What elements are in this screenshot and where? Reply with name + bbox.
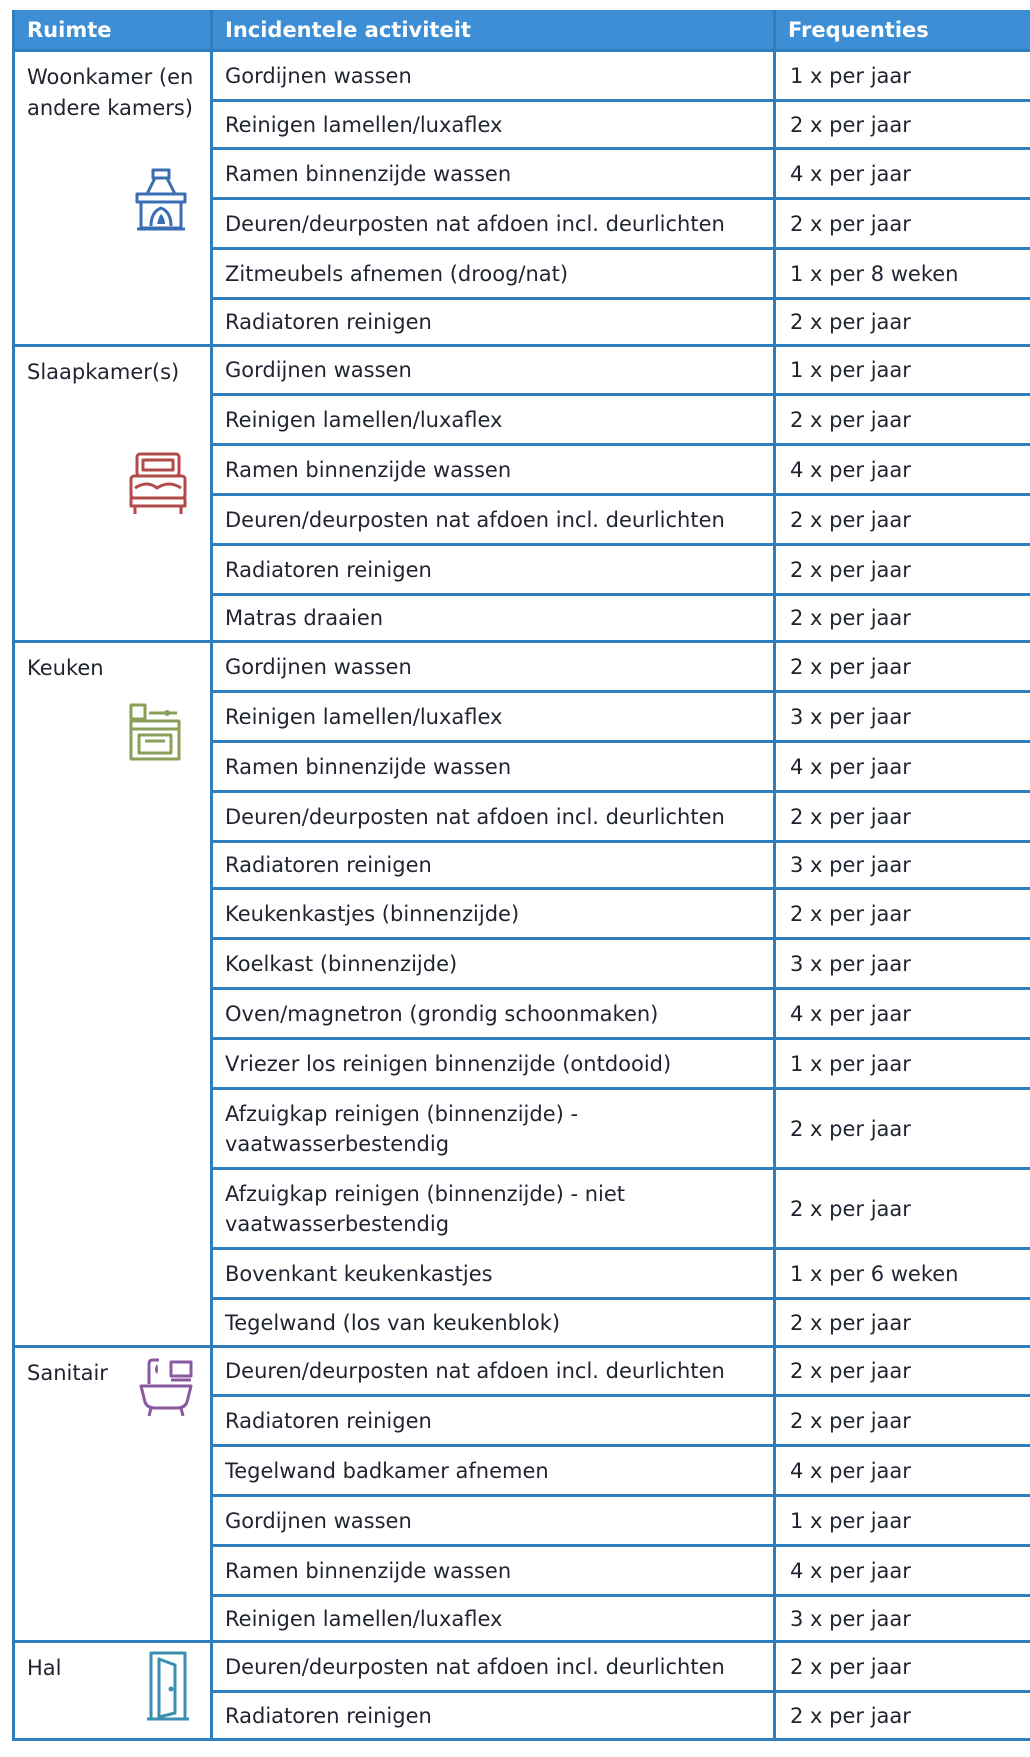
- room-name: Sanitair: [27, 1361, 108, 1385]
- frequency-cell: 2 x per jaar: [775, 199, 1030, 249]
- table-row: [14, 1347, 1030, 1396]
- door-icon: [145, 1651, 191, 1723]
- room-cell: [14, 51, 212, 346]
- activity-cell: Radiatoren reinigen: [212, 842, 775, 889]
- bath-icon: [137, 1356, 195, 1418]
- frequency-cell: 1 x per 8 weken: [775, 249, 1030, 299]
- frequency-cell: 4 x per jaar: [775, 1546, 1030, 1596]
- table-header-row: [14, 10, 1030, 51]
- frequency-cell: 2 x per jaar: [775, 395, 1030, 445]
- frequency-cell: 2 x per jaar: [775, 545, 1030, 595]
- frequency-cell: 2 x per jaar: [775, 792, 1030, 842]
- frequency-cell: 4 x per jaar: [775, 742, 1030, 792]
- activity-cell: Keukenkastjes (binnenzijde): [212, 889, 775, 939]
- stove-icon: [127, 703, 183, 761]
- frequency-cell: 2 x per jaar: [775, 1642, 1030, 1692]
- room-name: Slaapkamer(s): [27, 360, 180, 384]
- activity-cell: Bovenkant keukenkastjes: [212, 1249, 775, 1299]
- bed-icon: [127, 450, 189, 516]
- activity-cell: Radiatoren reinigen: [212, 299, 775, 346]
- activity-cell: Tegelwand (los van keukenblok): [212, 1299, 775, 1347]
- activity-cell: Gordijnen wassen: [212, 1496, 775, 1546]
- activity-cell: Matras draaien: [212, 595, 775, 642]
- frequency-cell: 2 x per jaar: [775, 299, 1030, 346]
- fireplace-icon: [133, 168, 189, 232]
- frequency-cell: 1 x per jaar: [775, 1039, 1030, 1089]
- frequency-cell: 2 x per jaar: [775, 1299, 1030, 1347]
- frequency-cell: 4 x per jaar: [775, 149, 1030, 199]
- activity-cell: Deuren/deurposten nat afdoen incl. deurlichten: [212, 495, 775, 545]
- room-cell: [14, 1347, 212, 1642]
- frequency-cell: 2 x per jaar: [775, 101, 1030, 149]
- frequency-cell: 1 x per 6 weken: [775, 1249, 1030, 1299]
- frequency-cell: 3 x per jaar: [775, 842, 1030, 889]
- frequency-cell: 3 x per jaar: [775, 692, 1030, 742]
- frequency-cell: 1 x per jaar: [775, 346, 1030, 395]
- activity-cell: Deuren/deurposten nat afdoen incl. deurlichten: [212, 1347, 775, 1396]
- table-body: [14, 51, 1030, 1740]
- frequency-cell: 3 x per jaar: [775, 1596, 1030, 1642]
- activity-cell: Tegelwand badkamer afnemen: [212, 1446, 775, 1496]
- room-cell: [14, 346, 212, 642]
- frequency-cell: 2 x per jaar: [775, 495, 1030, 545]
- frequency-cell: 1 x per jaar: [775, 51, 1030, 101]
- room-cell: [14, 1642, 212, 1740]
- activity-cell: Ramen binnenzijde wassen: [212, 445, 775, 495]
- frequency-cell: 2 x per jaar: [775, 1169, 1030, 1249]
- room-name: Hal: [27, 1656, 62, 1680]
- header-activity: Incidentele activiteit: [212, 10, 775, 51]
- frequency-cell: 4 x per jaar: [775, 1446, 1030, 1496]
- activity-cell: Deuren/deurposten nat afdoen incl. deurlichten: [212, 1642, 775, 1692]
- activity-cell: Ramen binnenzijde wassen: [212, 149, 775, 199]
- activity-cell: Oven/magnetron (grondig schoonmaken): [212, 989, 775, 1039]
- activity-cell: Zitmeubels afnemen (droog/nat): [212, 249, 775, 299]
- cleaning-schedule-table: [12, 10, 1030, 1741]
- activity-cell: Gordijnen wassen: [212, 51, 775, 101]
- frequency-cell: 2 x per jaar: [775, 1396, 1030, 1446]
- frequency-cell: 1 x per jaar: [775, 1496, 1030, 1546]
- table-row: [14, 346, 1030, 395]
- table-row: [14, 642, 1030, 692]
- frequency-cell: 2 x per jaar: [775, 1347, 1030, 1396]
- frequency-cell: 2 x per jaar: [775, 1692, 1030, 1740]
- room-name: Woonkamer (en andere kamers): [27, 65, 194, 120]
- room-name: Keuken: [27, 656, 104, 680]
- activity-cell: Deuren/deurposten nat afdoen incl. deurlichten: [212, 792, 775, 842]
- activity-cell: Reinigen lamellen/luxaflex: [212, 395, 775, 445]
- header-frequency: Frequenties: [775, 10, 1030, 51]
- frequency-cell: 2 x per jaar: [775, 595, 1030, 642]
- frequency-cell: 3 x per jaar: [775, 939, 1030, 989]
- header-room: Ruimte: [14, 10, 212, 51]
- activity-cell: Deuren/deurposten nat afdoen incl. deurlichten: [212, 199, 775, 249]
- frequency-cell: 2 x per jaar: [775, 1089, 1030, 1169]
- room-cell: [14, 642, 212, 1347]
- frequency-cell: 2 x per jaar: [775, 889, 1030, 939]
- activity-cell: Ramen binnenzijde wassen: [212, 742, 775, 792]
- table-row: [14, 1642, 1030, 1692]
- frequency-cell: 4 x per jaar: [775, 445, 1030, 495]
- activity-cell: Afzuigkap reinigen (binnenzijde) - vaatwasserbestendig: [212, 1089, 775, 1169]
- frequency-cell: 4 x per jaar: [775, 989, 1030, 1039]
- activity-cell: Radiatoren reinigen: [212, 1692, 775, 1740]
- activity-cell: Gordijnen wassen: [212, 346, 775, 395]
- activity-cell: Reinigen lamellen/luxaflex: [212, 101, 775, 149]
- activity-cell: Reinigen lamellen/luxaflex: [212, 1596, 775, 1642]
- table-row: [14, 51, 1030, 101]
- activity-cell: Gordijnen wassen: [212, 642, 775, 692]
- activity-cell: Reinigen lamellen/luxaflex: [212, 692, 775, 742]
- activity-cell: Afzuigkap reinigen (binnenzijde) - niet vaatwasserbestendig: [212, 1169, 775, 1249]
- activity-cell: Vriezer los reinigen binnenzijde (ontdooid): [212, 1039, 775, 1089]
- frequency-cell: 2 x per jaar: [775, 642, 1030, 692]
- activity-cell: Koelkast (binnenzijde): [212, 939, 775, 989]
- activity-cell: Radiatoren reinigen: [212, 1396, 775, 1446]
- activity-cell: Ramen binnenzijde wassen: [212, 1546, 775, 1596]
- activity-cell: Radiatoren reinigen: [212, 545, 775, 595]
